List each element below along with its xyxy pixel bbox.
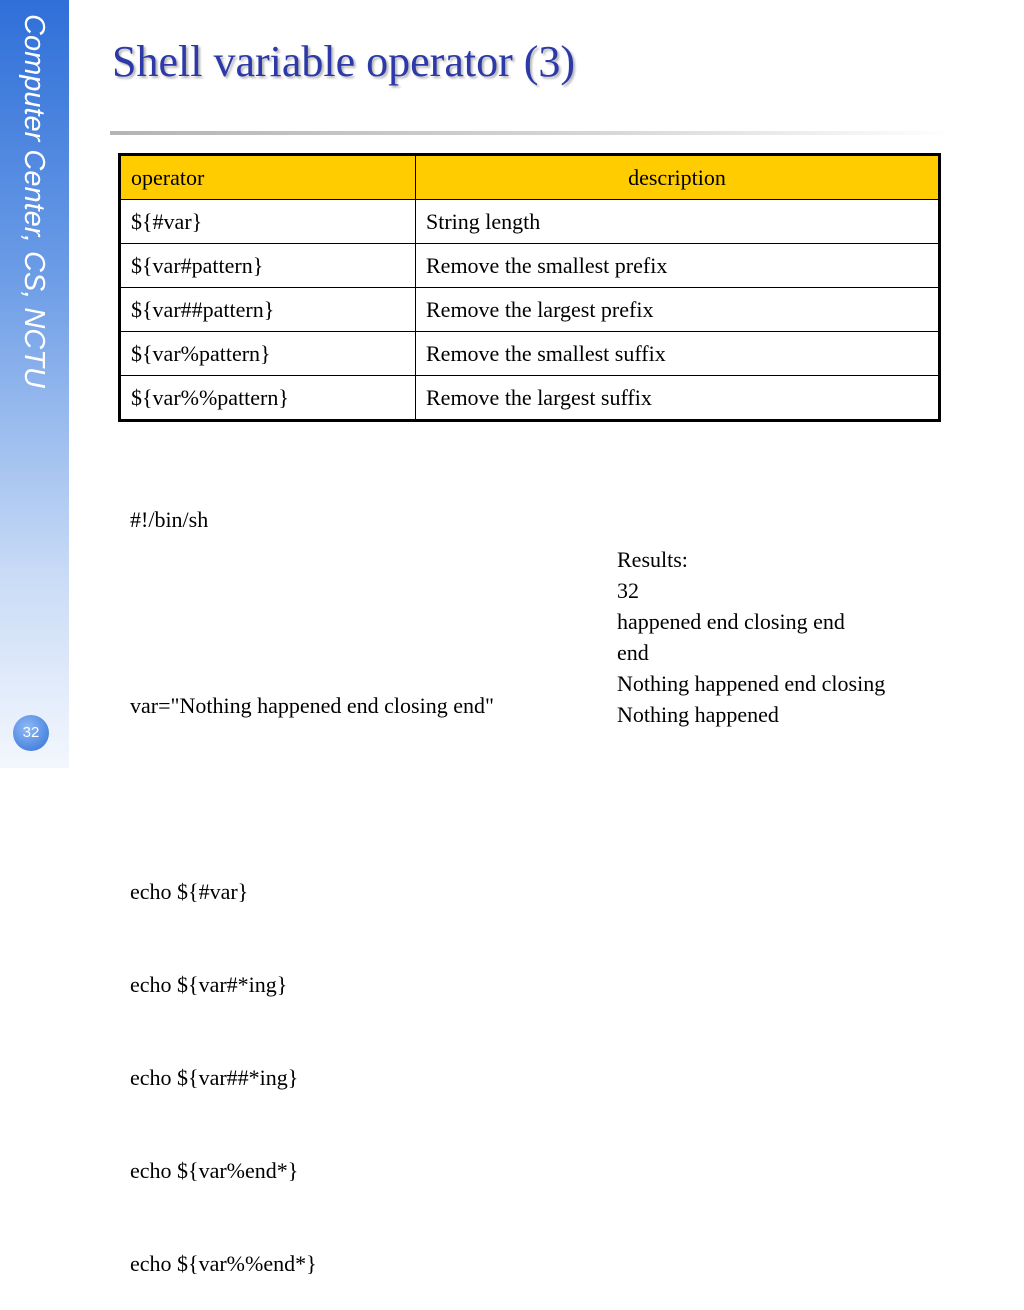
code-line: echo ${var%%end*} — [130, 1251, 317, 1276]
sidebar — [0, 0, 69, 768]
code-line — [130, 597, 494, 628]
description-cell: Remove the smallest prefix — [416, 244, 940, 288]
table-row — [120, 200, 940, 244]
code-example — [130, 442, 494, 1310]
title-divider — [110, 131, 955, 135]
result-line: 32 — [617, 578, 639, 603]
sidebar-title: Computer Center, CS, NCTU — [18, 14, 50, 388]
description-cell: Remove the smallest suffix — [416, 332, 940, 376]
table-row — [120, 332, 940, 376]
code-line: echo ${var%end*} — [130, 1158, 299, 1183]
operator-table — [118, 153, 941, 422]
code-line — [130, 783, 494, 814]
header-description: description — [416, 155, 940, 200]
result-line: happened end closing end — [617, 609, 845, 634]
operator-cell: ${#var} — [120, 200, 416, 244]
slide-title: Shell variable operator (3) — [112, 37, 576, 86]
results-block — [617, 544, 885, 730]
result-line: end — [617, 640, 649, 665]
code-line: echo ${var##*ing} — [130, 1065, 299, 1090]
description-cell: Remove the largest prefix — [416, 288, 940, 332]
header-operator: operator — [120, 155, 416, 200]
operator-cell: ${var#pattern} — [120, 244, 416, 288]
code-line: echo ${#var} — [130, 879, 249, 904]
result-line: Nothing happened — [617, 702, 779, 727]
table-header-row — [120, 155, 940, 200]
page-number-badge: 32 — [13, 715, 49, 751]
code-line: echo ${var#*ing} — [130, 972, 288, 997]
description-cell: Remove the largest suffix — [416, 376, 940, 421]
operator-cell: ${var%pattern} — [120, 332, 416, 376]
table-row — [120, 288, 940, 332]
code-line: #!/bin/sh — [130, 507, 209, 532]
result-line: Nothing happened end closing — [617, 671, 886, 696]
operator-cell: ${var##pattern} — [120, 288, 416, 332]
operator-cell: ${var%%pattern} — [120, 376, 416, 421]
code-line: var="Nothing happened end closing end" — [130, 693, 494, 718]
table-row — [120, 376, 940, 421]
results-label: Results: — [617, 547, 688, 572]
description-cell: String length — [416, 200, 940, 244]
table-row — [120, 244, 940, 288]
